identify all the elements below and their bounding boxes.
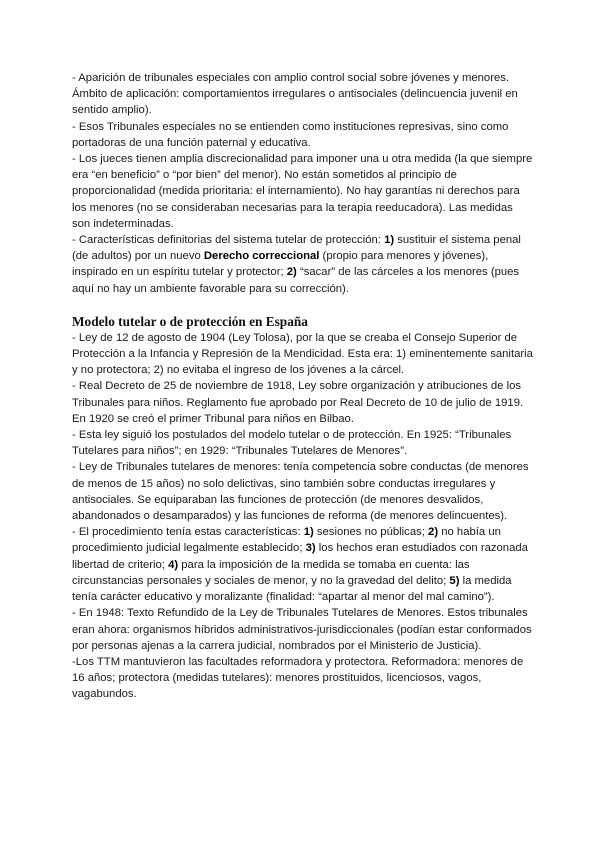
text-run: no había un procedimiento judicial legalmente establecido; [72, 526, 501, 555]
paragraph [72, 232, 534, 297]
paragraph [72, 427, 534, 459]
text-run: sustituir el sistema penal (de adultos) por un nuevo [72, 234, 521, 263]
section-tutelar-characteristics [72, 70, 534, 297]
paragraph [72, 459, 534, 524]
paragraph [72, 524, 534, 605]
text-run: - Los jueces tienen amplia discrecionalidad para imponer una u otra medida (la que siempre era “en beneficio” o “por bien” del menor). No están sometidos al principio de proporcionalidad (medida prioritaria: el internamiento). No hay garantías ni derechos para los menores (no se consideraban necesarias para la terapia reeducadora). Las medidas son indeterminadas. [72, 153, 533, 230]
section-heading: Modelo tutelar o de protección en España [72, 313, 308, 329]
text-run: sesiones no públicas; [313, 526, 429, 539]
text-run: “sacar” de las cárceles a los menores (pues aquí no hay un ambiente favorable para su corrección). [72, 266, 520, 295]
bold-text: 1) [303, 526, 314, 539]
bold-text: 2) [428, 526, 439, 539]
text-run: - Esta ley siguió los postulados del modelo tutelar o de protección. En 1925: “Tribunales Tutelares para niños”; en 1929: “Tribunales Tutelares de Menores”. [72, 429, 512, 458]
text-run: - Esos Tribunales especiales no se entienden como instituciones represivas, sino como portadoras de una función paternal y educativa. [72, 120, 509, 149]
paragraph [72, 605, 534, 654]
text-run: - Ley de 12 de agosto de 1904 (Ley Tolosa), por la que se creaba el Consejo Superior de Protección a la Infancia y Represión de la Mendicidad. Esta era: 1) eminentemente sanitaria y no protectora; 2) no evitaba el ingreso de los jóvenes a la cárcel. [72, 331, 533, 377]
paragraph [72, 151, 534, 232]
bold-text: 2) [286, 266, 297, 279]
text-run: - Aparición de tribunales especiales con amplio control social sobre jóvenes y menores. Ámbito de aplicación: comportamientos irregulares o antisociales (delincuencia juvenil en sentido amplio). [72, 72, 518, 117]
paragraph [72, 119, 534, 151]
text-run: - Ley de Tribunales tutelares de menores: tenía competencia sobre conductas (de menores de menos de 15 años) no solo delictivas, sino también sobre conductas irregulares y antisociales. Se equiparaban las funciones de protección (de menores desvalidos, abandonados o desamparados) y las funciones de reforma (de menores delincuentes). [72, 461, 529, 523]
text-run: -Los TTM mantuvieron las facultades reformadora y protectora. Reformadora: menores de 16 años; protectora (medidas tutelares): menores prostituidos, licenciosos, vagos, vagabundos. [72, 655, 524, 701]
paragraph [72, 70, 534, 119]
text-run: los hechos eran estudiados con razonada libertad de criterio; [72, 542, 528, 571]
text-run: (propio para menores y jóvenes), inspirado en un espíritu tutelar y protector; [72, 250, 489, 279]
text-run: - Características definitorias del sistema tutelar de protección: [72, 234, 385, 247]
bold-text: Derecho correccional [203, 250, 320, 263]
text-run: - En 1948: Texto Refundido de la Ley de Tribunales Tutelares de Menores. Estos tribunales eran ahora: organismos híbridos administrativos-jurisdiccionales (podían estar conformados por personas ajenas a la carrera judicial, nombrados por el Ministerio de Justicia). [72, 607, 532, 652]
paragraph [72, 378, 534, 427]
bold-text: 3) [305, 542, 316, 555]
text-run: - El procedimiento tenía estas características: [72, 526, 304, 539]
paragraph [72, 654, 534, 703]
text-run: - Real Decreto de 25 de noviembre de 1918, Ley sobre organización y atribuciones de los Tribunales para niños. Reglamento fue aprobado por Real Decreto de 10 de julio de 1919. En 1920 se creó el primer Tribunal para niños en Bilbao. [72, 380, 524, 425]
text-run: para la imposición de la medida se tomaba en cuenta: las circunstancias personales y sociales de menor, y no la gravedad del delito; [72, 558, 470, 587]
bold-text: 4) [168, 558, 179, 571]
bold-text: 5) [449, 574, 460, 587]
paragraph [72, 330, 534, 379]
text-run: la medida tenía carácter educativo y moralizante (finalidad: “apartar al menor del mal camino”). [72, 574, 512, 604]
bold-text: 1) [384, 234, 395, 247]
section-spain-history [72, 330, 534, 703]
